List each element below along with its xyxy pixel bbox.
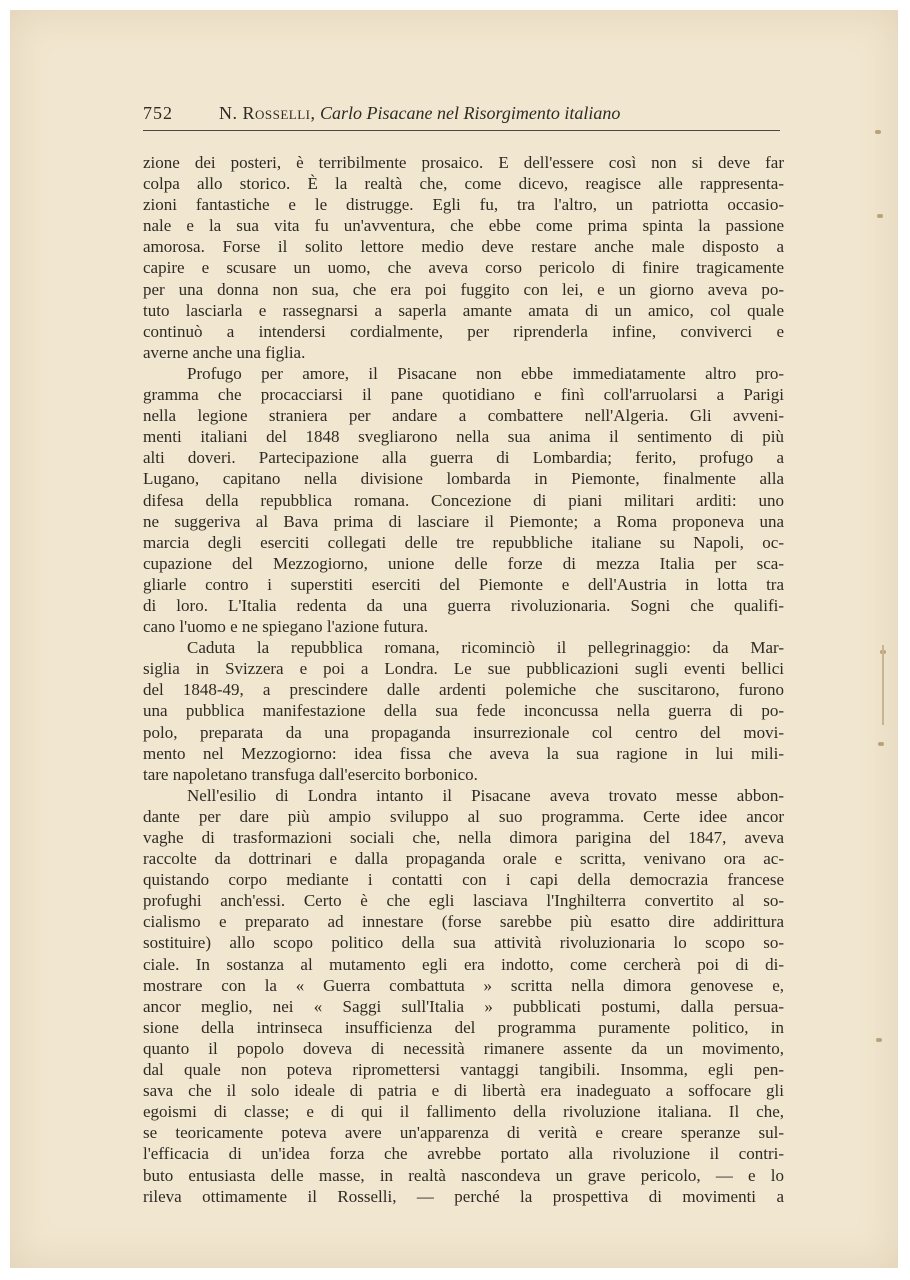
text-line: Caduta la repubblica romana, ricominciò il pellegrinaggio: da Mar- — [187, 638, 784, 658]
text-line: per una donna non sua, che era poi fuggito con lei, e un giorno aveva po- — [143, 279, 784, 299]
running-header — [143, 103, 780, 129]
text-line: Nell'esilio di Londra intanto il Pisacane aveva trovato messe abbon- — [187, 785, 784, 805]
text-line: ne suggeriva al Bava prima di lasciare il Piemonte; a Roma proponeva una — [143, 511, 784, 531]
text-line: profughi anch'essi. Certo è che egli lasciava l'Inghilterra convertito al so- — [143, 891, 784, 911]
margin-line — [882, 645, 884, 725]
text-line: l'efficacia di un'idea forza che avrebbe portato alla rivoluzione il contri- — [143, 1144, 784, 1164]
margin-mark — [876, 1038, 882, 1042]
text-line: zioni fantastiche e le distrugge. Egli fu, tra l'altro, un patriotta occasio- — [143, 195, 784, 215]
text-line: mento nel Mezzogiorno: idea fissa che aveva la sua ragione in lui mili- — [143, 743, 784, 763]
text-line: sostituire) allo scopo politico della sua attività rivoluzionaria lo scopo so- — [143, 933, 784, 953]
text-line: alti doveri. Partecipazione alla guerra di Lombardia; ferito, profugo a — [143, 448, 784, 468]
margin-mark — [877, 214, 883, 218]
text-line: una pubblica manifestazione della sua fede inconcussa nella guerra di po- — [143, 701, 784, 721]
text-line: marcia degli eserciti collegati delle tre repubbliche italiane su Napoli, oc- — [143, 532, 784, 552]
text-line: del 1848-49, a prescindere dalle ardenti polemiche che suscitarono, furono — [143, 680, 784, 700]
text-line: buto entusiasta delle masse, in realtà nascondeva un grave pericolo, — e lo — [143, 1165, 784, 1185]
text-line: polo, preparata da una propaganda insurrezionale col centro del movi- — [143, 722, 784, 742]
text-line: quistando corpo mediante i contatti con i capi della democrazia francese — [143, 870, 784, 890]
text-line: cupazione del Mezzogiorno, unione delle forze di mezza Italia per sca- — [143, 553, 784, 573]
text-line: menti italiani del 1848 svegliarono nella sua anima il sentimento di più — [143, 427, 784, 447]
text-line: sava che il solo ideale di patria e di libertà era inadeguato a soffocare gli — [143, 1081, 784, 1101]
text-line: nale e la sua vita fu un'avventura, che ebbe come prima spinta la passione — [143, 216, 784, 236]
text-line: colpa allo storico. È la realtà che, come dicevo, reagisce alle rappresenta- — [143, 174, 784, 194]
text-line: cano l'uomo e ne spiegano l'azione futura. — [143, 617, 429, 637]
page-number: 752 — [143, 103, 173, 123]
text-line: ciale. In sostanza al mutamento egli era indotto, come cercherà poi di di- — [143, 954, 784, 974]
text-line: amorosa. Forse il solito lettore medio deve restare anche male disposto a — [143, 237, 784, 257]
text-line: tare napoletano transfuga dall'esercito borbonico. — [143, 764, 478, 784]
work-title: Carlo Pisacane nel Risorgimento italiano — [320, 103, 621, 123]
text-line: cialismo e preparato ad innestare (forse sarebbe più esatto dire addirittura — [143, 912, 784, 932]
text-line: ancor meglio, nei « Saggi sull'Italia » pubblicati postumi, dalla persua- — [143, 996, 784, 1016]
body-text — [143, 152, 784, 1207]
author-name: N. Rosselli, — [219, 103, 316, 123]
text-line: quanto il popolo doveva di necessità rimanere assente da un movimento, — [143, 1038, 784, 1058]
text-line: dante per dare più ampio sviluppo al suo programma. Certe idee ancor — [143, 806, 784, 826]
running-head-text — [219, 103, 620, 123]
text-line: dal quale non poteva ripromettersi vantaggi tangibili. Insomma, egli pen- — [143, 1060, 784, 1080]
text-line: egoismi di classe; e di qui il fallimento della rivoluzione italiana. Il che, — [143, 1102, 784, 1122]
text-line: raccolte da dottrinari e dalla propaganda orale e scritta, venivano ora ac- — [143, 849, 784, 869]
text-line: mostrare con la « Guerra combattuta » scritta nella dimora genovese e, — [143, 975, 784, 995]
text-line: di loro. L'Italia redenta da una guerra rivoluzionaria. Sogni che qualifi- — [143, 595, 784, 615]
text-line: zione dei posteri, è terribilmente prosaico. E dell'essere così non si deve far — [143, 153, 784, 172]
text-line: tuto lasciarla e rassegnarsi a saperla amante amata di un amico, col quale — [143, 300, 784, 320]
text-line: siglia in Svizzera e poi a Londra. Le sue pubblicazioni sugli eventi bellici — [143, 659, 784, 679]
text-line: Lugano, capitano nella divisione lombarda in Piemonte, finalmente alla — [143, 469, 784, 489]
text-line: se teoricamente poteva avere un'apparenza di verità e creare speranze sul- — [143, 1123, 784, 1143]
text-line: averne anche una figlia. — [143, 342, 306, 362]
margin-mark — [878, 742, 884, 746]
text-line: continuò a intendersi cordialmente, per riprenderla infine, conviverci e — [143, 321, 784, 341]
text-line: sione della intrinseca insufficienza del programma puramente politico, in — [143, 1017, 784, 1037]
text-line: capire e scusare un uomo, che aveva corso pericolo di finire tragicamente — [143, 258, 784, 278]
text-line: nella legione straniera per andare a combattere nell'Algeria. Gli avveni- — [143, 406, 784, 426]
text-line: gramma che procacciarsi il pane quotidiano e finì coll'arruolarsi a Parigi — [143, 385, 784, 405]
text-line: difesa della repubblica romana. Concezione di piani militari arditi: uno — [143, 490, 784, 510]
text-line: Profugo per amore, il Pisacane non ebbe immediatamente altro pro- — [187, 363, 784, 383]
margin-mark — [875, 130, 881, 134]
text-line: rileva ottimamente il Rosselli, — perché la prospettiva di movimenti a — [143, 1186, 784, 1206]
header-rule — [143, 130, 780, 131]
text-line: vaghe di trasformazioni sociali che, nella dimora parigina del 1847, aveva — [143, 828, 784, 847]
text-line: gliarle contro i superstiti eserciti del Piemonte e dell'Austria in lotta tra — [143, 574, 784, 594]
